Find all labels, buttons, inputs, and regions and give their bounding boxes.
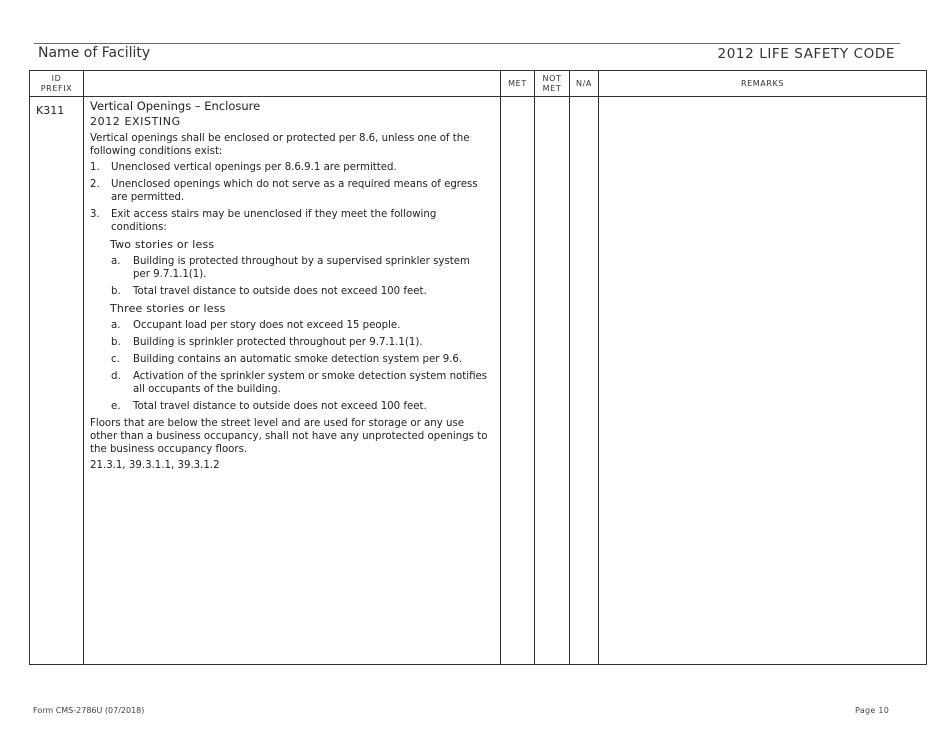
- subheading-three-stories: Three stories or less: [110, 302, 226, 315]
- col-header-remarks: REMARKS: [740, 78, 785, 88]
- header-row-divider: [30, 96, 926, 97]
- closing-paragraph: Floors that are below the street level and are used for storage or any use other than a business occupancy, shall not have any unprotected openings to the business occupancy floors.: [90, 418, 488, 455]
- col-header-id-prefix: ID PREFIX: [40, 73, 73, 93]
- row-id: K311: [36, 104, 65, 117]
- col-divider: [500, 71, 501, 664]
- list-item: a. Building is protected throughout by a supervised sprinkler system per 9.7.1.1(1).: [111, 256, 470, 280]
- col-divider: [534, 71, 535, 664]
- col-divider: [83, 71, 84, 664]
- checklist-table: [29, 70, 927, 665]
- list-item: 1. Unenclosed vertical openings per 8.6.9.1 are permitted.: [90, 162, 397, 173]
- list-item: a. Occupant load per story does not exceed 15 people.: [111, 320, 401, 331]
- requirement-title: Vertical Openings – Enclosure: [90, 99, 261, 113]
- col-header-na: N/A: [576, 78, 592, 88]
- col-header-met: MET: [508, 78, 527, 88]
- edition-label: 2012 EXISTING: [90, 115, 181, 128]
- list-item: b. Building is sprinkler protected throughout per 9.7.1.1(1).: [111, 337, 423, 348]
- list-item: b. Total travel distance to outside does not exceed 100 feet.: [111, 286, 427, 297]
- subheading-two-stories: Two stories or less: [110, 238, 215, 251]
- list-item: d. Activation of the sprinkler system or smoke detection system notifies all occupants of the building.: [111, 371, 488, 395]
- form-id: Form CMS-2786U (07/2018): [33, 706, 145, 715]
- references: 21.3.1, 39.3.1.1, 39.3.1.2: [90, 460, 220, 471]
- code-title: 2012 LIFE SAFETY CODE: [717, 46, 895, 62]
- col-header-not-met: NOT MET: [542, 73, 562, 93]
- list-item: 2. Unenclosed openings which do not serve as a required means of egress are permitted.: [90, 179, 478, 203]
- col-divider: [598, 71, 599, 664]
- col-divider: [569, 71, 570, 664]
- requirement-text: [90, 100, 490, 472]
- list-item: 3. Exit access stairs may be unenclosed if they meet the following conditions:: [90, 209, 437, 233]
- list-item: e. Total travel distance to outside does not exceed 100 feet.: [111, 401, 427, 412]
- header-rule: [34, 43, 900, 44]
- intro-paragraph: Vertical openings shall be enclosed or protected per 8.6, unless one of the following conditions exist:: [90, 133, 470, 157]
- facility-name-label: Name of Facility: [38, 45, 151, 61]
- page-number: Page 10: [855, 706, 890, 715]
- list-item: c. Building contains an automatic smoke detection system per 9.6.: [111, 354, 463, 365]
